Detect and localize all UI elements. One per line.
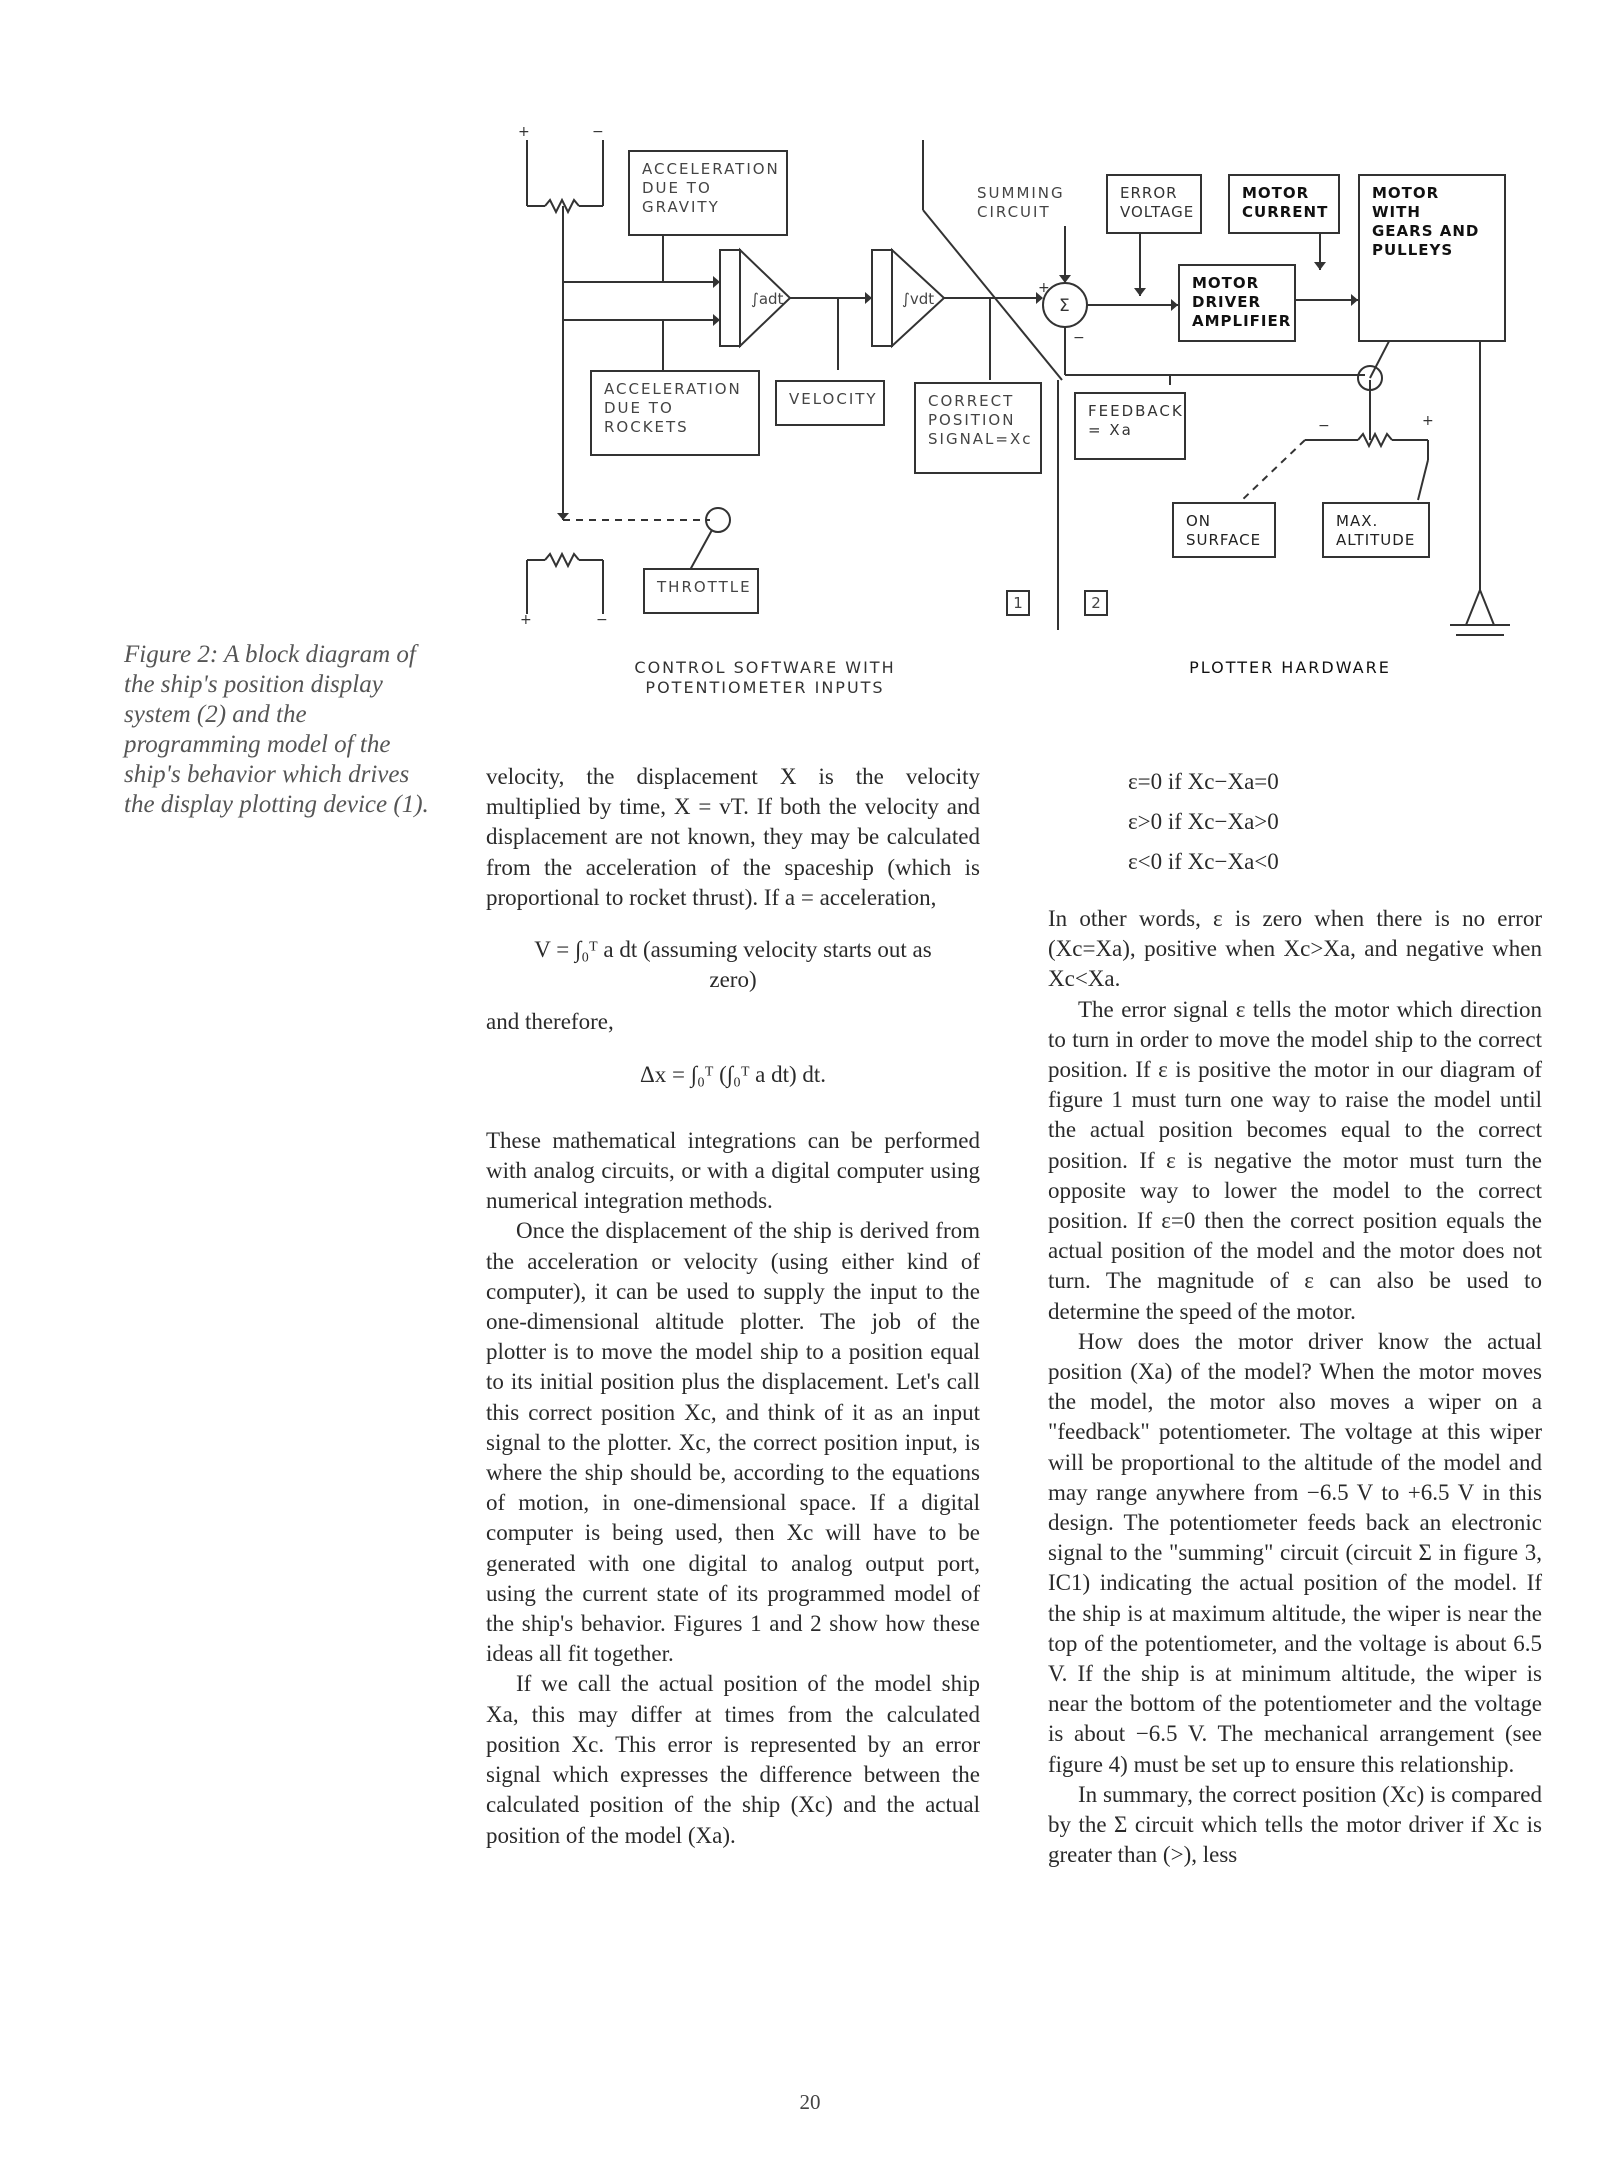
max-altitude-box: MAX. ALTITUDE <box>1322 502 1430 558</box>
correct-position-box: CORRECT POSITION SIGNAL=Xc <box>914 382 1042 474</box>
equation: Δx = ∫₀ᵀ (∫₀ᵀ a dt) dt. <box>639 1061 827 1087</box>
plus-symbol: + <box>518 124 530 140</box>
condition-line: ε=0 if Xc−Xa=0 <box>1128 769 1279 794</box>
velocity-box: VELOCITY <box>775 380 885 426</box>
gravity-box: ACCELERATION DUE TO GRAVITY <box>628 150 788 236</box>
minus-symbol: − <box>596 612 608 628</box>
rockets-box: ACCELERATION DUE TO ROCKETS <box>590 370 760 456</box>
paragraph: How does the motor driver know the actual position (Xa) of the model? When the motor moves the model, the motor also moves a wiper on a "feedback" potentiometer. The voltage at this wiper will be proportional to the altitude of the model and may range anywhere from −6.5 V to +6.5 V in this design. The potentiometer feeds back an electronic signal to the "summing" circuit (circuit Σ in figure 3, IC1) indicating the actual position of the model. If the ship is at maximum altitude, the wiper is near the top of the potentiometer, and the voltage is about 6.5 V. If the ship is at minimum altitude, the wiper is near the bottom of the potentiometer and the voltage is about −6.5 V. The mechanical arrangement (see figure 4) must be set up to ensure this relationship. <box>1048 1328 1542 1777</box>
paragraph: Once the displacement of the ship is derived from the acceleration or velocity (using either kind of computer), it can be used to supply the input to the one-dimensional altitude plotter. The job of the plotter is to move the model ship to a position equal to its initial position plus the displacement. Let's call this correct position Xc, and think of it as an input signal to the plotter. Xc, the correct position input, is where the ship should be, according to the equations of motion, in one-dimensional space. If a digital computer is being used, then Xc will have to be generated with one digital to analog output port, using the current state of its programmed model of the ship's behavior. Figures 1 and 2 show how these ideas all fit together. <box>486 1218 980 1667</box>
motor-driver-box: MOTOR DRIVER AMPLIFIER <box>1178 264 1296 342</box>
hardware-label: PLOTTER HARDWARE <box>1189 658 1391 677</box>
paragraph: velocity, the displacement X is the velocity multiplied by time, X = vT. If both the velocity and displacement are not known, they may be calculated from the acceleration of the spaceship (which is proportional to rocket thrust). If a = acceleration, <box>486 764 980 910</box>
condition-line: ε>0 if Xc−Xa>0 <box>1128 809 1279 834</box>
condition-line: ε<0 if Xc−Xa<0 <box>1128 849 1279 874</box>
paragraph: and therefore, <box>486 1009 614 1035</box>
summing-circuit-box: SUMMING CIRCUIT <box>963 174 1075 226</box>
paragraph: If we call the actual position of the model ship Xa, this may differ at times from the calculated position Xc. This error is represented by an error signal which expresses the difference between the calculated position of the ship (Xc) and the actual position of the model (Xa). <box>486 1671 980 1848</box>
page-number: 20 <box>799 2090 821 2114</box>
integrator-1-label: ∫adt <box>751 290 784 308</box>
section-2-badge: 2 <box>1084 590 1108 616</box>
paragraph: The error signal ε tells the motor which direction to turn in order to move the model ship to the correct position. If ε is positive the motor in our diagram of figure 1 must turn one way to raise the model until the actual position becomes equal to the correct position. If ε is negative the motor must turn the opposite way to lower the model to the correct position. If ε=0 then the correct position equals the actual position of the model and the motor does not turn. The magnitude of ε can also be used to determine the speed of the motor. <box>1048 996 1542 1324</box>
feedback-box: FEEDBACK = Xa <box>1074 392 1186 460</box>
minus-symbol: − <box>1318 418 1330 434</box>
equation: V = ∫₀ᵀ a dt (assuming velocity starts out as zero) <box>534 937 932 993</box>
section-1-badge: 1 <box>1006 590 1030 616</box>
integrator-2-label: ∫vdt <box>902 290 935 308</box>
paragraph: These mathematical integrations can be performed with analog circuits, or with a digital computer using numerical integration methods. <box>486 1127 980 1214</box>
motor-gears-box: MOTOR WITH GEARS AND PULLEYS <box>1358 174 1506 342</box>
software-label: CONTROL SOFTWARE WITH POTENTIOMETER INPUTS <box>634 658 896 697</box>
minus-symbol: − <box>1073 330 1085 346</box>
motor-current-box: MOTOR CURRENT <box>1228 174 1340 234</box>
error-voltage-box: ERROR VOLTAGE <box>1106 174 1202 234</box>
figure-caption: Figure 2: A block diagram of the ship's position display system (2) and the programming model of the ship's behavior which drives the display plotting device (1). <box>124 641 429 818</box>
right-column <box>1048 762 1542 1871</box>
left-column <box>486 762 980 1851</box>
minus-symbol: − <box>592 124 604 140</box>
throttle-box: THROTTLE <box>643 568 759 614</box>
on-surface-box: ON SURFACE <box>1172 502 1276 558</box>
paragraph: In other words, ε is zero when there is no error (Xc=Xa), positive when Xc>Xa, and negative when Xc<Xa. <box>1048 906 1542 992</box>
plus-symbol: + <box>520 612 532 628</box>
plus-symbol: + <box>1422 413 1434 429</box>
sigma-symbol: Σ <box>1059 296 1070 316</box>
plus-symbol: + <box>1038 280 1050 296</box>
paragraph: In summary, the correct position (Xc) is compared by the Σ circuit which tells the motor driver if Xc is greater than (>), less <box>1048 1781 1542 1868</box>
block-diagram <box>0 0 1606 720</box>
